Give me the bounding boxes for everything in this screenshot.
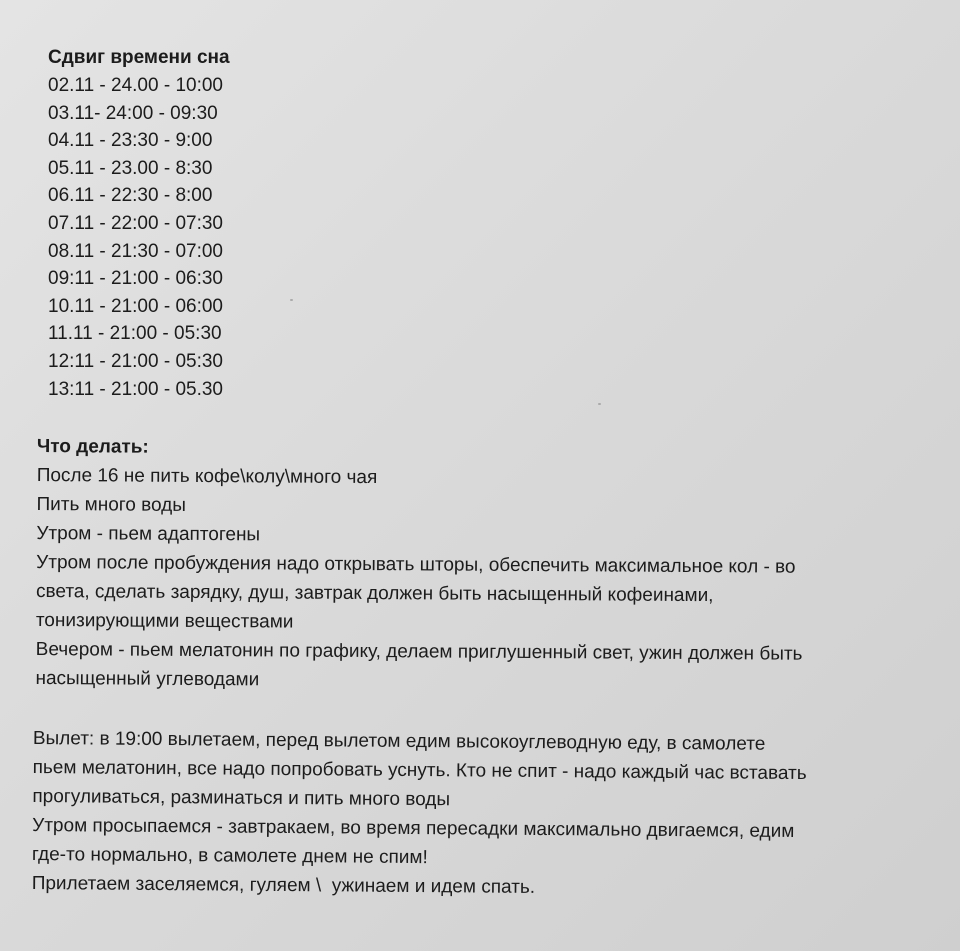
todo-title: Что делать: xyxy=(36,435,149,458)
flight-line: Вылет: в 19:00 вылетаем, перед вылетом едим высокоуглеводную еду, в самолете xyxy=(32,727,766,755)
flight-section xyxy=(32,724,807,904)
flight-line: пьем мелатонин, все надо попробовать уснуть. Кто не спит - надо каждый час вставать xyxy=(32,756,807,785)
sleep-schedule-section xyxy=(48,44,230,403)
schedule-line: 05.11 - 23.00 - 8:30 xyxy=(48,157,213,179)
schedule-line: 03.11- 24:00 - 09:30 xyxy=(48,102,218,124)
schedule-line: 12:11 - 21:00 - 05:30 xyxy=(48,350,223,372)
flight-line: Утром просыпаемся - завтракаем, во время пересадки максимально двигаемся, едим xyxy=(32,814,795,842)
schedule-line: 02.11 - 24.00 - 10:00 xyxy=(48,75,223,96)
flight-line: где-то нормально, в самолете днем не спим! xyxy=(31,843,428,869)
todo-line: тонизирующими веществами xyxy=(35,609,294,633)
schedule-line: 13:11 - 21:00 - 05.30 xyxy=(48,378,223,400)
schedule-line: 06.11 - 22:30 - 8:00 xyxy=(48,185,213,207)
schedule-line: 08.11 - 21:30 - 07:00 xyxy=(48,240,223,262)
todo-line: Утром после пробуждения надо открывать шторы, обеспечить максимальное кол - во xyxy=(36,551,796,578)
schedule-line: 11.11 - 21:00 - 05:30 xyxy=(48,323,222,345)
schedule-line: 07.11 - 22:00 - 07:30 xyxy=(48,212,223,234)
what-to-do-section xyxy=(35,433,803,698)
todo-line: насыщенный углеводами xyxy=(35,667,260,691)
schedule-line: 10.11 - 21:00 - 06:00 xyxy=(48,295,223,317)
schedule-line: 04.11 - 23:30 - 9:00 xyxy=(48,130,213,152)
todo-line: Пить много воды xyxy=(36,493,187,516)
flight-line: прогуливаться, разминаться и пить много воды xyxy=(32,785,451,811)
todo-line: После 16 не пить кофе\колу\много чая xyxy=(36,464,378,489)
todo-line: Утром - пьем адаптогены xyxy=(36,522,261,546)
todo-line: Вечером - пьем мелатонин по графику, делаем приглушенный свет, ужин должен быть xyxy=(35,638,803,665)
flight-line: Прилетаем заселяемся, гуляем \ ужинаем и идем спать. xyxy=(31,872,536,898)
paper-speck xyxy=(290,299,293,301)
todo-line: света, сделать зарядку, душ, завтрак должен быть насыщенный кофеинами, xyxy=(35,580,714,607)
schedule-line: 09:11 - 21:00 - 06:30 xyxy=(48,268,223,290)
paper-speck xyxy=(598,403,601,405)
schedule-title: Сдвиг времени сна xyxy=(48,47,230,68)
